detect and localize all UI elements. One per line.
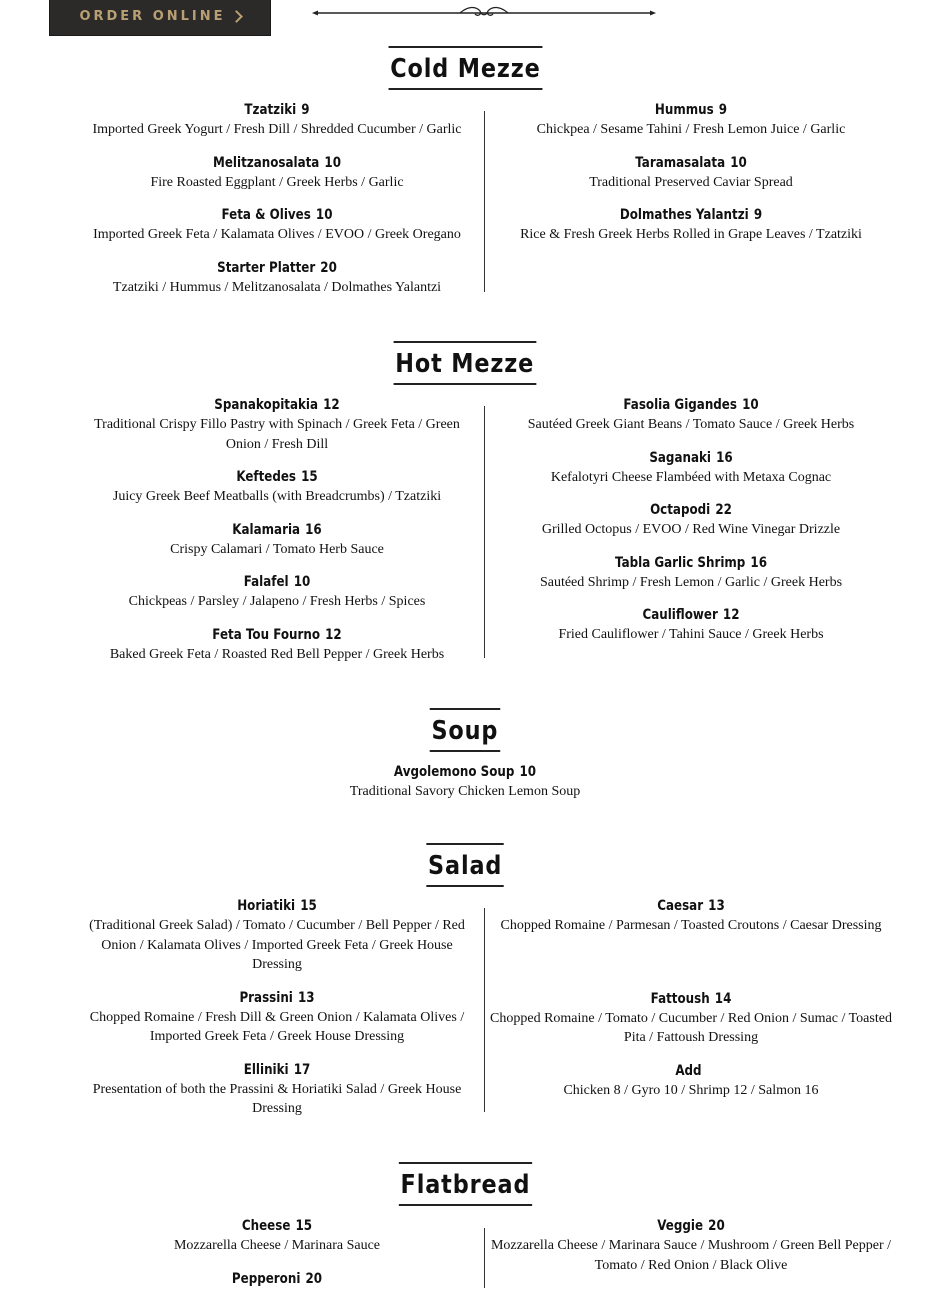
section-title-cold-mezze: Cold Mezze [0,46,930,90]
menu-item [78,1269,476,1289]
item-description: Mozzarella Cheese / Marinara Sauce [173,1238,380,1253]
section-title-flatbread: Flatbread [0,1162,930,1206]
item-price: 10 [519,764,537,780]
item-name: Cheese [241,1218,291,1234]
item-price: 12 [722,607,740,623]
item-price: 13 [708,898,725,914]
column-divider [484,111,485,292]
salad-left-column [78,896,476,1119]
column-divider [484,1228,485,1288]
menu-item [78,625,476,665]
item-description: Sautéed Greek Giant Beans / Tomato Sauce / Greek Herbs [527,417,855,432]
menu-item [490,1216,892,1275]
item-price: 14 [714,990,732,1007]
item-price: 20 [305,1270,323,1287]
item-price: 10 [293,574,311,590]
order-online-label: ORDER ONLINE [79,8,226,24]
item-price: 10 [315,207,333,223]
hot-mezze-right-column [490,395,892,645]
item-name: Taramasalata [635,154,726,171]
item-name: Kalamaria [232,521,301,538]
item-description: Traditional Savory Chicken Lemon Soup [349,784,581,799]
item-price: 15 [295,1218,313,1234]
section-title-hot-mezze: Hot Mezze [0,341,930,385]
item-name: Hummus [654,102,714,118]
item-price: 10 [742,397,759,413]
item-price: 12 [323,397,340,413]
column-divider [484,406,485,658]
menu-item [78,520,476,560]
menu-item [78,1060,476,1119]
item-price: 20 [320,259,337,276]
menu-item [490,989,892,1048]
menu-item [490,553,892,593]
menu-item [78,100,476,140]
menu-item [78,572,476,612]
menu-item [78,896,476,975]
item-price: 16 [716,449,733,466]
cold-mezze-left-column [78,100,476,297]
item-name: Horiatiki [237,898,296,914]
ornament-divider-icon [312,2,656,22]
menu-item [78,988,476,1047]
item-description: (Traditional Greek Salad) / Tomato / Cucumber / Bell Pepper / Red Onion / Kalamata Olives / Imported Greek Feta / Greek House Dressing [89,918,465,972]
item-price: 9 [301,102,310,118]
menu-item [78,1216,476,1256]
item-description: Chickpeas / Parsley / Jalapeno / Fresh Herbs / Spices [128,594,426,609]
item-name: Tzatziki [244,102,297,118]
order-online-button[interactable] [49,0,271,36]
item-description: Grilled Octopus / EVOO / Red Wine Vinegar Drizzle [541,522,841,537]
item-price: 10 [324,154,341,171]
item-price: 22 [715,502,732,518]
item-name: Feta & Olives [221,207,311,223]
item-description: Imported Greek Yogurt / Fresh Dill / Shredded Cucumber / Garlic [92,122,462,137]
item-name: Avgolemono Soup [393,764,515,780]
item-description: Imported Greek Feta / Kalamata Olives / EVOO / Greek Oregano [93,227,461,242]
menu-item [490,896,892,936]
item-price: 16 [305,521,322,538]
item-name: Veggie [657,1218,704,1234]
cold-mezze-right-column [490,100,892,245]
item-name: Saganaki [649,449,711,466]
item-name: Fasolia Gigandes [623,397,737,413]
item-name: Falafel [243,574,289,590]
item-price: 13 [297,989,315,1006]
item-name: Pepperoni [231,1270,301,1287]
item-description: Traditional Crispy Fillo Pastry with Spinach / Greek Feta / Green Onion / Fresh Dill [94,417,460,452]
menu-item [265,762,665,802]
item-name: Add [675,1062,702,1079]
item-description: Sautéed Shrimp / Fresh Lemon / Garlic / Greek Herbs [539,574,843,590]
item-price: 17 [293,1061,311,1078]
menu-item [490,153,892,193]
item-price: 10 [730,154,747,171]
item-price: 9 [718,102,728,118]
item-price: 15 [301,469,318,485]
item-description: Tzatziki / Hummus / Melitzanosalata / Dolmathes Yalantzi [112,279,442,295]
item-name: Fattoush [650,990,710,1007]
column-divider [484,908,485,1112]
item-description: Rice & Fresh Greek Herbs Rolled in Grape Leaves / Tzatziki [520,227,862,242]
item-description: Mozzarella Cheese / Marinara Sauce / Mushroom / Green Bell Pepper / Tomato / Red Onion / Black Olive [490,1238,892,1273]
item-description: Traditional Preserved Caviar Spread [589,174,793,190]
item-price: 16 [750,554,767,571]
item-price: 12 [325,626,342,643]
menu-item [490,205,892,245]
item-price: 15 [300,898,317,914]
menu-item [490,605,892,645]
item-description: Presentation of both the Prassini & Horiatiki Salad / Greek House Dressing [92,1081,462,1116]
item-description: Fire Roasted Eggplant / Greek Herbs / Garlic [150,174,404,190]
flatbread-left-column [78,1216,476,1289]
menu-item [490,500,892,540]
menu-item [490,395,892,435]
salad-right-column [490,896,892,1100]
menu-item [78,395,476,454]
item-name: Caesar [657,898,704,914]
item-description: Crispy Calamari / Tomato Herb Sauce [170,541,384,557]
item-name: Melitzanosalata [213,154,320,171]
item-price: 20 [708,1218,725,1234]
soup-column [265,762,665,802]
menu-item [78,467,476,507]
item-description: Juicy Greek Beef Meatballs (with Breadcrumbs) / Tzatziki [112,489,442,504]
item-name: Spanakopitakia [214,397,319,413]
item-name: Dolmathes Yalantzi [619,207,749,223]
item-description: Fried Cauliflower / Tahini Sauce / Greek Herbs [558,627,824,642]
item-name: Elliniki [243,1061,289,1078]
item-name: Prassini [239,989,293,1006]
chevron-right-icon [230,10,243,23]
section-title-salad: Salad [0,843,930,887]
menu-item [490,100,892,140]
menu-item [490,1061,892,1101]
item-description: Chickpea / Sesame Tahini / Fresh Lemon Juice / Garlic [536,122,846,137]
item-name: Starter Platter [217,259,316,276]
section-title-soup: Soup [0,708,930,752]
item-name: Keftedes [236,469,297,485]
item-description: Baked Greek Feta / Roasted Red Bell Pepper / Greek Herbs [109,646,445,662]
menu-item [78,153,476,193]
item-name: Feta Tou Fourno [212,626,321,643]
hot-mezze-left-column [78,395,476,664]
item-description: Kefalotyri Cheese Flambéed with Metaxa Cognac [550,469,832,485]
item-description: Chopped Romaine / Tomato / Cucumber / Red Onion / Sumac / Toasted Pita / Fattoush Dressing [490,1010,892,1045]
item-name: Octapodi [650,502,711,518]
menu-item [78,205,476,245]
item-description: Chopped Romaine / Fresh Dill & Green Onion / Kalamata Olives / Imported Greek Feta / Greek House Dressing [89,1009,465,1044]
item-name: Tabla Garlic Shrimp [615,554,746,571]
item-description: Chicken 8 / Gyro 10 / Shrimp 12 / Salmon 16 [563,1082,819,1098]
flatbread-right-column [490,1216,892,1275]
item-description: Chopped Romaine / Parmesan / Toasted Croutons / Caesar Dressing [500,918,882,933]
item-price: 9 [753,207,763,223]
menu-item [78,258,476,298]
menu-item [490,448,892,488]
item-name: Cauliflower [642,607,718,623]
